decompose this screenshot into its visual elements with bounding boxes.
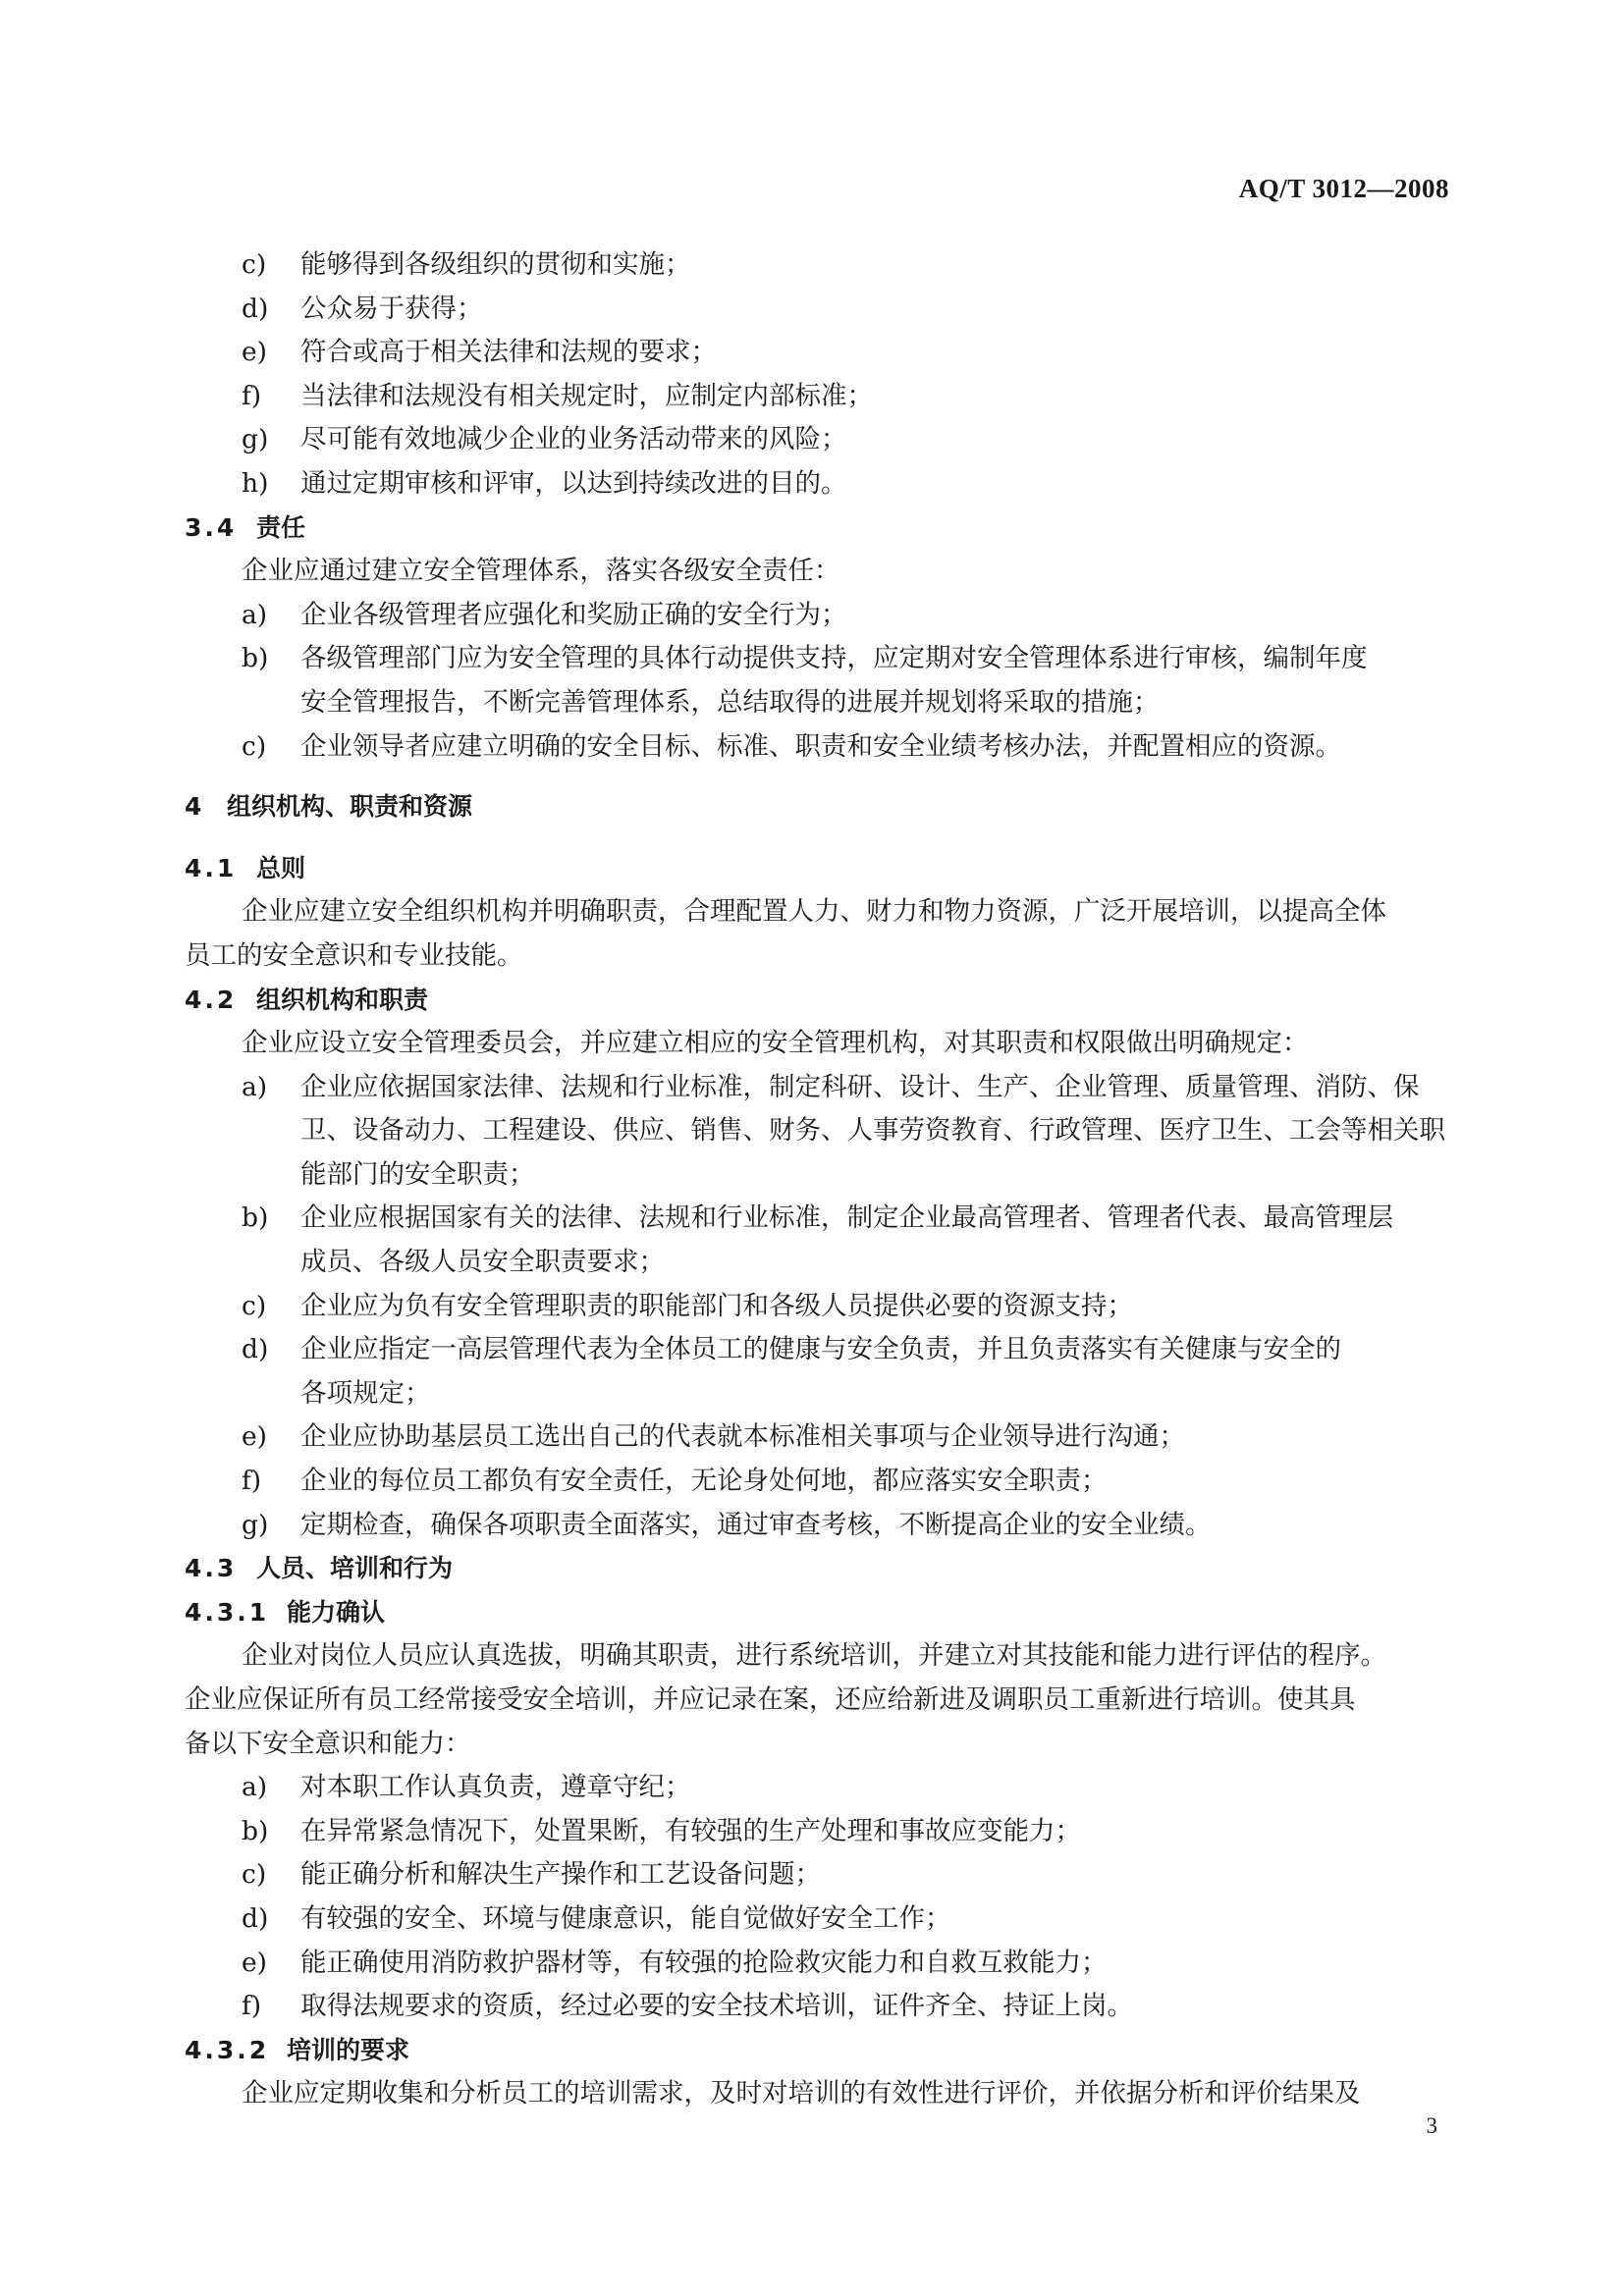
list-text: 定期检查，确保各项职责全面落实，通过审查考核，不断提高企业的安全业绩。: [300, 1509, 1212, 1540]
list-text: 企业应协助基层员工选出自己的代表就本标准相关事项与企业领导进行沟通；: [300, 1421, 1185, 1453]
section-heading-4-3-2: [185, 2029, 1451, 2073]
list-item: [185, 1066, 1451, 1110]
section-title: 总则: [256, 853, 306, 882]
list-text: 能正确使用消防救护器材等，有较强的抢险救灾能力和自救互救能力；: [300, 1947, 1108, 1978]
list-marker: c): [242, 249, 267, 280]
section-heading-3-4: [185, 507, 1451, 551]
list-text: 企业领导者应建立明确的安全目标、标准、职责和安全业绩考核办法，并配置相应的资源。: [300, 730, 1341, 762]
section-number: 4.3: [185, 1554, 238, 1583]
list-text: 安全管理报告，不断完善管理体系，总结取得的进展并规划将采取的措施；: [300, 686, 1160, 718]
chapter-number: 4: [185, 792, 202, 822]
section-heading-4-3-1: [185, 1591, 1451, 1635]
list-marker: e): [242, 337, 268, 368]
document-body: [185, 243, 1451, 2116]
list-text: 成员、各级人员安全职责要求；: [300, 1247, 665, 1278]
list-marker: a): [242, 1071, 268, 1102]
list-item: [185, 288, 1451, 332]
list-text: 各项规定；: [300, 1377, 431, 1409]
section-title: 培训的要求: [287, 2035, 410, 2064]
list-item: [185, 1942, 1451, 1986]
paragraph-continuation: 备以下安全意识和能力：: [185, 1728, 471, 1759]
section-number: 4.2: [185, 985, 238, 1014]
section-heading-4-3: [185, 1547, 1451, 1591]
list-text: 能够得到各级组织的贯彻和实施；: [300, 249, 691, 280]
list-text: 尽可能有效地减少企业的业务活动带来的风险；: [300, 424, 847, 455]
section-number: 3.4: [185, 512, 238, 542]
list-text: 企业各级管理者应强化和奖励正确的安全行为；: [300, 599, 847, 630]
list-marker: b): [242, 643, 269, 674]
list-item: [185, 1197, 1451, 1241]
list-marker: d): [242, 293, 269, 324]
list-item: [185, 1285, 1451, 1329]
list-marker: h): [242, 467, 269, 499]
list-item: [185, 331, 1451, 375]
list-text: 企业的每位员工都负有安全责任，无论身处何地，都应落实安全职责；: [300, 1466, 1108, 1497]
section-heading-4-2: [185, 979, 1451, 1023]
chapter-title: 组织机构、职责和资源: [227, 792, 473, 822]
list-text: 通过定期审核和评审，以达到持续改进的目的。: [300, 467, 847, 499]
list-marker: a): [242, 599, 268, 630]
list-marker: g): [242, 1509, 269, 1540]
list-text: 在异常紧急情况下，处置果断，有较强的生产处理和事故应变能力；: [300, 1815, 1081, 1846]
list-marker: c): [242, 1290, 267, 1321]
paragraph: 企业应通过建立安全管理体系，落实各级安全责任：: [242, 556, 840, 587]
page-number: 3: [1426, 2113, 1437, 2138]
section-title: 人员、培训和行为: [256, 1554, 454, 1583]
list-marker: d): [242, 1902, 269, 1934]
paragraph: 企业应建立安全组织机构并明确职责，合理配置人力、财力和物力资源，广泛开展培训，以提高全体: [242, 896, 1386, 928]
list-text: 企业应指定一高层管理代表为全体员工的健康与安全负责，并且负责落实有关健康与安全的: [300, 1334, 1341, 1365]
list-item-continuation: [185, 1153, 1451, 1198]
list-marker: d): [242, 1334, 269, 1365]
list-marker: a): [242, 1772, 268, 1803]
list-text: 当法律和法规没有相关规定时，应制定内部标准；: [300, 380, 873, 411]
list-text: 能正确分析和解决生产操作和工艺设备问题；: [300, 1859, 821, 1891]
list-text: 各级管理部门应为安全管理的具体行动提供支持，应定期对安全管理体系进行审核，编制年度: [300, 643, 1368, 674]
list-marker: g): [242, 424, 269, 455]
paragraph-continuation: 员工的安全意识和专业技能。: [185, 939, 523, 971]
list-marker: f): [242, 1466, 262, 1497]
paragraph: 企业对岗位人员应认真选拔，明确其职责，进行系统培训，并建立对其技能和能力进行评估的程序。: [242, 1640, 1386, 1672]
list-item: [185, 462, 1451, 507]
list-marker: c): [242, 730, 267, 762]
list-item: [185, 1897, 1451, 1942]
list-item: [185, 637, 1451, 681]
list-item: [185, 1985, 1451, 2029]
list-item: [185, 1810, 1451, 1854]
list-item-continuation: [185, 1109, 1451, 1153]
list-text: 企业应根据国家有关的法律、法规和行业标准，制定企业最高管理者、管理者代表、最高管理层: [300, 1202, 1393, 1234]
list-text: 企业应依据国家法律、法规和行业标准，制定科研、设计、生产、企业管理、质量管理、消防、保: [300, 1071, 1420, 1102]
list-item: [185, 594, 1451, 638]
section-title: 组织机构和职责: [256, 985, 429, 1014]
section-number: 4.1: [185, 853, 238, 882]
list-item: [185, 418, 1451, 462]
list-text: 对本职工作认真负责，遵章守纪；: [300, 1772, 691, 1803]
list-marker: c): [242, 1859, 267, 1891]
paragraph: 企业应定期收集和分析员工的培训需求，及时对培训的有效性进行评价，并依据分析和评价结果及: [242, 2078, 1361, 2109]
list-text: 卫、设备动力、工程建设、供应、销售、财务、人事劳资教育、行政管理、医疗卫生、工会等相关职: [300, 1115, 1445, 1147]
section-number: 4.3.2: [185, 2035, 270, 2064]
list-text: 企业应为负有安全管理职责的职能部门和各级人员提供必要的资源支持；: [300, 1290, 1133, 1321]
list-text: 符合或高于相关法律和法规的要求；: [300, 337, 717, 368]
list-item: [185, 1460, 1451, 1504]
list-text: 能部门的安全职责；: [300, 1158, 535, 1190]
list-item-continuation: [185, 681, 1451, 725]
list-marker: e): [242, 1947, 268, 1978]
section-title: 责任: [256, 512, 306, 542]
list-item-continuation: [185, 1372, 1451, 1416]
list-text: 有较强的安全、环境与健康意识，能自觉做好安全工作；: [300, 1902, 951, 1934]
list-marker: b): [242, 1202, 269, 1234]
paragraph: 企业应设立安全管理委员会，并应建立相应的安全管理机构，对其职责和权限做出明确规定：: [242, 1028, 1309, 1059]
standard-id: AQ/T 3012—2008: [1238, 174, 1449, 203]
list-3-3: [185, 243, 1451, 507]
list-item: [185, 243, 1451, 288]
list-item: [185, 1766, 1451, 1810]
list-item: [185, 1504, 1451, 1548]
chapter-heading-4: [185, 785, 1451, 829]
section-number: 4.3.1: [185, 1597, 270, 1627]
list-text: 取得法规要求的资质，经过必要的安全技术培训，证件齐全、持证上岗。: [300, 1991, 1133, 2022]
list-item: [185, 725, 1451, 770]
list-item: [185, 1853, 1451, 1897]
section-heading-4-1: [185, 847, 1451, 891]
list-text: 公众易于获得；: [300, 293, 483, 324]
list-item-continuation: [185, 1241, 1451, 1285]
list-item: [185, 1328, 1451, 1372]
list-item: [185, 1415, 1451, 1460]
section-title: 能力确认: [287, 1597, 386, 1627]
paragraph-continuation: 企业应保证所有员工经常接受安全培训，并应记录在案，还应给新进及调职员工重新进行培训。使其具: [185, 1684, 1356, 1715]
list-marker: b): [242, 1815, 269, 1846]
list-item: [185, 375, 1451, 419]
list-marker: e): [242, 1421, 268, 1453]
list-marker: f): [242, 1991, 262, 2022]
list-marker: f): [242, 380, 262, 411]
